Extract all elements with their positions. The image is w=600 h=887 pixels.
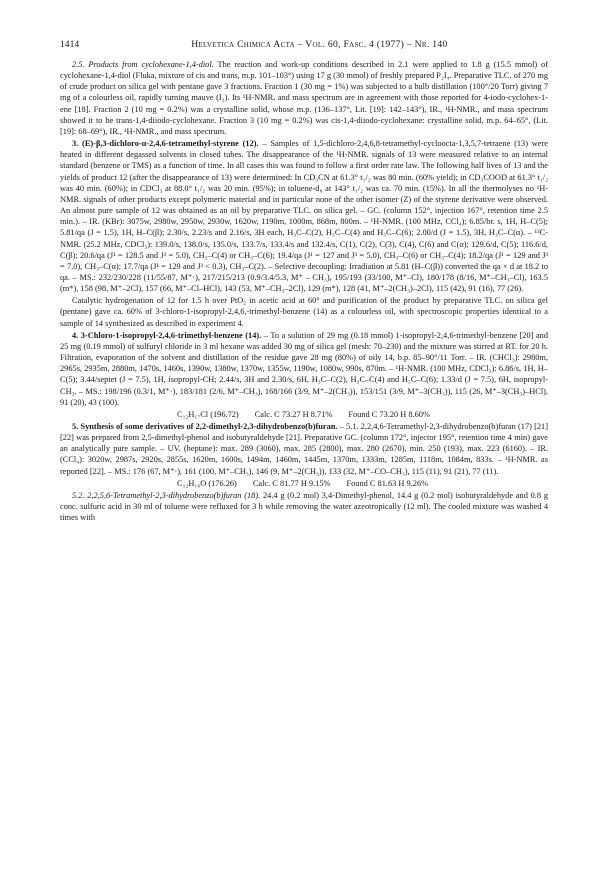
section-5-heading: 5. Synthesis of some derivatives of 2,2-dimethyl-2,3-dihydrobenzo(b)furan. [72,422,338,431]
section-5-calc: Calc. C 81.77 H 9.15% [252,478,331,488]
section-2-5-text: The reaction and work-up conditions described in 2.1 were applied to 1.8 g (15.5 mmol) of cyclohexane-1,4-diol (Fluka, mixture of cis and trans, m.p. 101–103°) using 17 g (30 mmol) of freshly prepared P₂I₄. Preparative TLC. of 270 mg of crude product on silica gel with pentane gave 3 fractions. Fraction 1 (30 mg = 1%) was subjected to a bulb distillation (100°/20 Torr) giving 7 mg of a colourless oil, rapidly turning mauve (I₂). Its ¹H-NMR. and mass spectrum are in agreement with those reported for 4-iodo-cyclohex-1-ene [18]. Fraction 2 (10 mg = 0.2%) was a crystalline solid, whose m.p. (136–137°, Lit. [19]: 142–143°), IR., ¹H-NMR., and mass spectrum showed it to be trans-1,4-diiodo-cyclohexane. Fraction 3 (10 mg = 0.2%) was cis-1,4-diiodo-cyclohexane: crystalline solid, m.p. 64–65°, (Lit. [19]: 68–69°), IR., ¹H-NMR., and mass spectrum. [60,60,548,136]
section-4-calc: Calc. C 73.27 H 8.71% [254,409,333,419]
section-5-paragraph [60,421,548,477]
section-5-2-paragraph [60,490,548,523]
section-3-heading: 3. (E)-β,3-dichloro-α-2,4,6-tetramethyl-styrene (12). [72,139,259,149]
running-head-left [60,38,448,51]
section-4-formula: C₁₂H₁₇Cl (196.72) [177,409,239,419]
section-4-paragraph [60,330,548,408]
section-5-elemental-analysis [60,478,548,489]
section-2-5-heading: 2.5. Products from cyclohexane-1,4-diol. [72,60,214,69]
section-4-elemental-analysis [60,409,548,420]
journal-citation: Helvetica Chimica Acta – Vol. 60, Fasc. 4 (1977) – Nr. 140 [191,39,448,50]
section-4-analysis-line [177,409,548,420]
section-5-formula: C₁₂H₁₆O (176.26) [177,478,237,488]
journal-page [60,38,548,524]
section-5-text: – 5.1. 2,2,4,6-Tetramethyl-2,3-dihydrobenzo(b)furan (17) [21] [22] was prepared from 2,5-dimethyl-phenol and isobutyraldehyde [21]. Preparative GC. (column 172°, injector 195°, retention time 4 min) gave an analytically pure sample. – UV. (heptane): max. 289 (3060), max. 285 (2800), max. 280 (2670), min. 250 (193), max. 223 (6160). – IR. (CCl₄): 3020w, 2987s, 2920s, 2855s, 1620m, 1600s, 1494m, 1460m, 1445m, 1370m, 1333m, 1285m, 1118m, 1084m, 833s. – ¹H-NMR. as reported [22]. – MS.: 176 (67, M⁺·), 161 (100, M⁺–CH₃), 146 (9, M⁺–2(CH₃)), 133 (32, M⁺–CO–CH₃), 115 (11), 91 (21), 77 (11). [60,422,548,476]
section-4-found: Found C 73.20 H 8.60% [348,409,430,419]
catalytic-hydrogenation-text: Catalytic hydrogenation of 12 for 1.5 h over PtO₂ in acetic acid at 60° and purification of the product by preparative TLC. on silica gel (pentane) gave ca. 60% of 3-chloro-1-isopropyl-2,4,6,-trimethyl-benzene (14) as a colourless oil, with spectroscopic properties identical to a sample of 14 synthesized as described in experiment 4. [60,296,548,328]
section-3-paragraph [60,138,548,294]
catalytic-hydrogenation-paragraph [60,295,548,328]
section-4-heading: 4. 3-Chloro-1-isopropyl-2,4,6-trimethyl-benzene (14). [72,330,262,340]
running-head [60,38,548,51]
section-5-2-text: 24.4 g (0.2 mol) 3,4-Dimethyl-phenol, 14.4 g (0.2 mol) isobutyraldehyde and 0.8 g conc. sulfuric acid in 30 ml of toluene were refluxed for 3 h while removing the water azeotropically (12 ml). The cooled mixture was washed 4 times with [60,490,548,523]
section-5-found: Found C 81.63 H 9.26% [346,478,429,488]
page-number: 1414 [60,39,80,50]
section-5-2-heading: 5.2. 2,2,5,6-Tetramethyl-2,3-dihydrobenzo(b)furan (18). [72,490,261,500]
section-3-text: – Samples of 1,5-dichloro-2,4,6,8-tetramethyl-cycloocta-1,3,5,7-tetraene (13) were heated in different degassed solvents in closed tubes. The disappearance of the ¹H-NMR. signals of 13 were measured relative to an internal standard (benzene or TMS) as a function of time. In all cases this was found to follow a first order rate law. The following half lives of 13 and the yields of product 12 (after the disappearance of 13) were determined: In CD₃CN at 61.3° t₁/₂ was 80 min. (60% yield); in CD₃COOD at 61.3° t₁/₂ was 40 min. (60%); in CDCl₃ at 88.0° t₁/₂ was 20 min. (95%); in toluene-d₈ at 143° t₁/₂ was ca. 70 min. (15%). In all the thermolyses no ¹H-NMR. signals of other products except polymeric material and in particular none of the other isomer (Z) of the styrene derivative were observed. An almost pure sample of 12 was obtained as an oil by preparative TLC. on silica gel. – GC. (column 152°, injection 167°, retention time 2.5 min.). – IR. (KBr): 3075w, 2980w, 2950w, 2930w, 1620w, 1190m, 1000m, 868m, 800m. – ¹H-NMR. (100 MHz, CCl₄); 6.85/br. s, 1H, H–C(5); 5.81/qa (J = 1.5), 1H, H–C(β); 2.30/s, 2.23/s and 2.16/s, 3H each, H₃C–C(2), H₃C–C(4) and H₃C–C(6); 2.00/d (J = 1.5), 3H, H₃C–C(α). – ¹³C-NMR. (25.2 MHz, CDCl₃): 139.0/s, 138.0/s, 135.0/s, 133.7/s, 133.4/s and 132.4/s, C(1), C(2), C(3), C(4), C(6) and C(α); 129.6/d, C(5); 116.6/d, C(β); 20.6/qa (J¹ = 128.5 and J³ = 5.0), CH₃–C(4) or CH₃–C(6); 19.4/qa (J¹ = 127 and J³ = 5.0), CH₃–C(6) or CH₃–C(4); 18.2/qa (J¹ = 129 and J³ = 7.0), CH₃–C(α); 17.7/qa (J¹ = 129 and J³ < 0.3), CH₃–C(2). – Selective decoupling: Irradiation at 5.81 (H–C(β)) converted the qa × d at 18.2 to qa. – MS.: 232/230/228 (11/55/87, M⁺·), 217/215/213 (0.9/3.4/5.3, M⁺ – CH₃), 195/193 (33/100, M⁺–Cl), 180/178 (8/16, M⁺–CH₃–Cl), 163.5 (m*), 158 (98, M⁺–2Cl), 157 (66, M⁺–Cl–HCl), 143 (53, M⁺–CH₃–2Cl), 129 (m*), 128 (41, M⁺–2(CH₃)–2Cl), 115 (42), 91 (16), 77 (26). [60,139,548,294]
section-4-text: – To a solution of 29 mg (0.18 mmol) 1-isopropyl-2,4,6-trimethyl-benzene [20] and 25 mg (0.19 mmol) of sulfuryl chloride in 3 ml hexane was added 30 mg of silica gel (mesh: 70–230) and the mixture was stirred at RT. for 20 h. Filtration, evaporation of the solvent and distillation of the residue gave 28 mg (80%) of oily 14, b.p. 85–90°/11 Torr. – IR. (CHCl₃): 2980m, 2965s, 2935m, 2880m, 1470s, 1460s, 1390w, 1380w, 1370w, 1355w, 1190w, 1080w, 990s, 870m. – ¹H-NMR. (100 MHz, CDCl₃): 6.86/s, 1H, H–C(5); 3.44/septet (J = 7.5), 1H, isopropyl-CH; 2.44/s, 3H and 2.30/s, 6H, H₃C–C(2), H₃C–C(4) and H₃C–C(6); 1.33/d (J = 7.5), 6H, isopropyl-CH₃. – MS.: 198/196 (0.3/1, M⁺·), 183/181 (2/6, M⁺–CH₃), 168/166 (3/9, M⁺–2(CH₃)), 153/151 (3/9, M⁺–3(CH₃)), 115 (26, M⁺–3(CH₃)–HCl), 91 (20), 43 (100). [60,330,548,407]
section-5-analysis-line [177,478,548,489]
section-2-5-paragraph [60,59,548,137]
